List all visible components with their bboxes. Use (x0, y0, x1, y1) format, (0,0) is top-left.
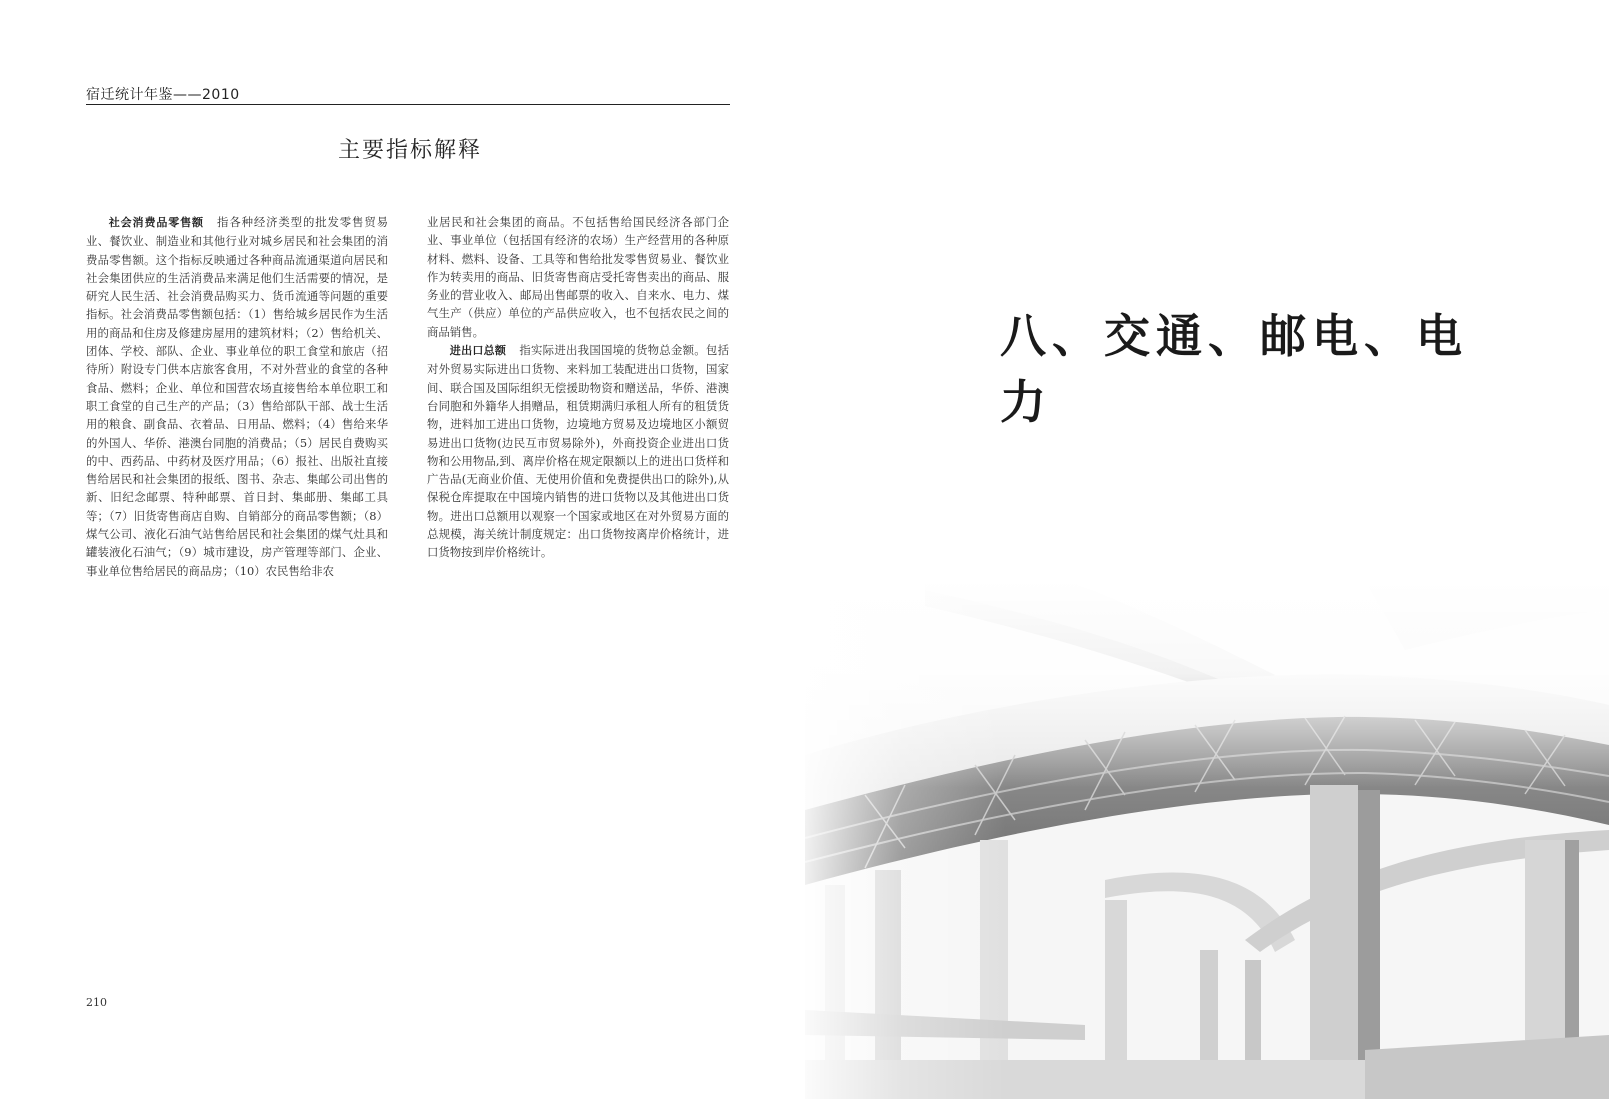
page-number: 210 (86, 996, 107, 1009)
definition-import-export: 指实际进出我国国境的货物总金额。包括对外贸易实际进出口货物、来料加工装配进出口货物，国家间、联合国及国际组织无偿援助物资和赠送品，华侨、港澳台同胞和外籍华人捐赠品，租赁期满归承租人所有的租赁货物，进料加工进出口货物，边境地方贸易及边境地区小额贸易进出口货物(边民互市贸易除外)，外商投资企业进出口货物和公用物品,到、离岸价格在规定限额以上的进出口货样和广告品(无商业价值、无使用价值和免费提供出口的除外),从保税仓库提取在中国境内销售的进口货物以及其他进出口货物。进出口总额用以观察一个国家或地区在对外贸易方面的总规模，海关统计制度规定：出口货物按离岸价格统计，进口货物按到岸价格统计。 (427, 343, 729, 560)
running-head: 宿迁统计年鉴——2010 (86, 87, 240, 103)
photo-fade-left (805, 580, 1609, 1099)
term-retail-sales: 社会消费品零售额 (108, 216, 204, 229)
paragraph-import-export (427, 341, 729, 562)
paragraph-retail-sales (86, 213, 388, 580)
text-column-1 (86, 213, 388, 580)
highway-overpass-photo (805, 580, 1609, 1099)
section-title: 主要指标解释 (337, 138, 482, 163)
chapter-title: 八、交通、邮电、电力 (1000, 309, 1468, 429)
text-column-2 (427, 213, 729, 562)
term-import-export: 进出口总额 (449, 344, 507, 358)
definition-retail-sales: 指各种经济类型的批发零售贸易业、餐饮业、制造业和其他行业对城乡居民和社会集团的消费品零售额。这个指标反映通过各种商品流通渠道向居民和社会集团供应的生活消费品来满足他们生活需要的情况，是研究人民生活、社会消费品购买力、货币流通等问题的重要指标。社会消费品零售额包括：（1）售给城乡居民作为生活用的商品和住房及修建房屋用的建筑材料；（2）售给机关、团体、学校、部队、企业、事业单位的职工食堂和旅店（招待所）附设专门供本店旅客食用，不对外营业的食堂的各种食品、燃料；企业、单位和国营农场直接售给本单位职工和职工食堂的自己生产的产品；（3）售给部队干部、战士生活用的粮食、副食品、衣着品、日用品、燃料；（4）售给来华的外国人、华侨、港澳台同胞的消费品；（5）居民自费购买的中、西药品、中药材及医疗用品；（6）报社、出版社直接售给居民和社会集团的报纸、图书、杂志、集邮公司出售的新、旧纪念邮票、特种邮票、首日封、集邮册、集邮工具等；（7）旧货寄售商店自购、自销部分的商品零售额；（8）煤气公司、液化石油气站售给居民和社会集团的煤气灶具和罐装液化石油气；（9）城市建设，房产管理等部门、企业、事业单位售给居民的商品房；（10）农民售给非农 (86, 215, 388, 578)
paragraph-retail-sales-continued: 业居民和社会集团的商品。不包括售给国民经济各部门企业、事业单位（包括国有经济的农场）生产经营用的各种原材料、燃料、设备、工具等和售给批发零售贸易业、餐饮业作为转卖用的商品、旧货寄售商店受托寄售卖出的商品、服务业的营业收入、邮局出售邮票的收入、自来水、电力、煤气生产（供应）单位的产品供应收入，也不包括农民之间的商品销售。 (427, 215, 729, 339)
header-rule (86, 104, 730, 105)
